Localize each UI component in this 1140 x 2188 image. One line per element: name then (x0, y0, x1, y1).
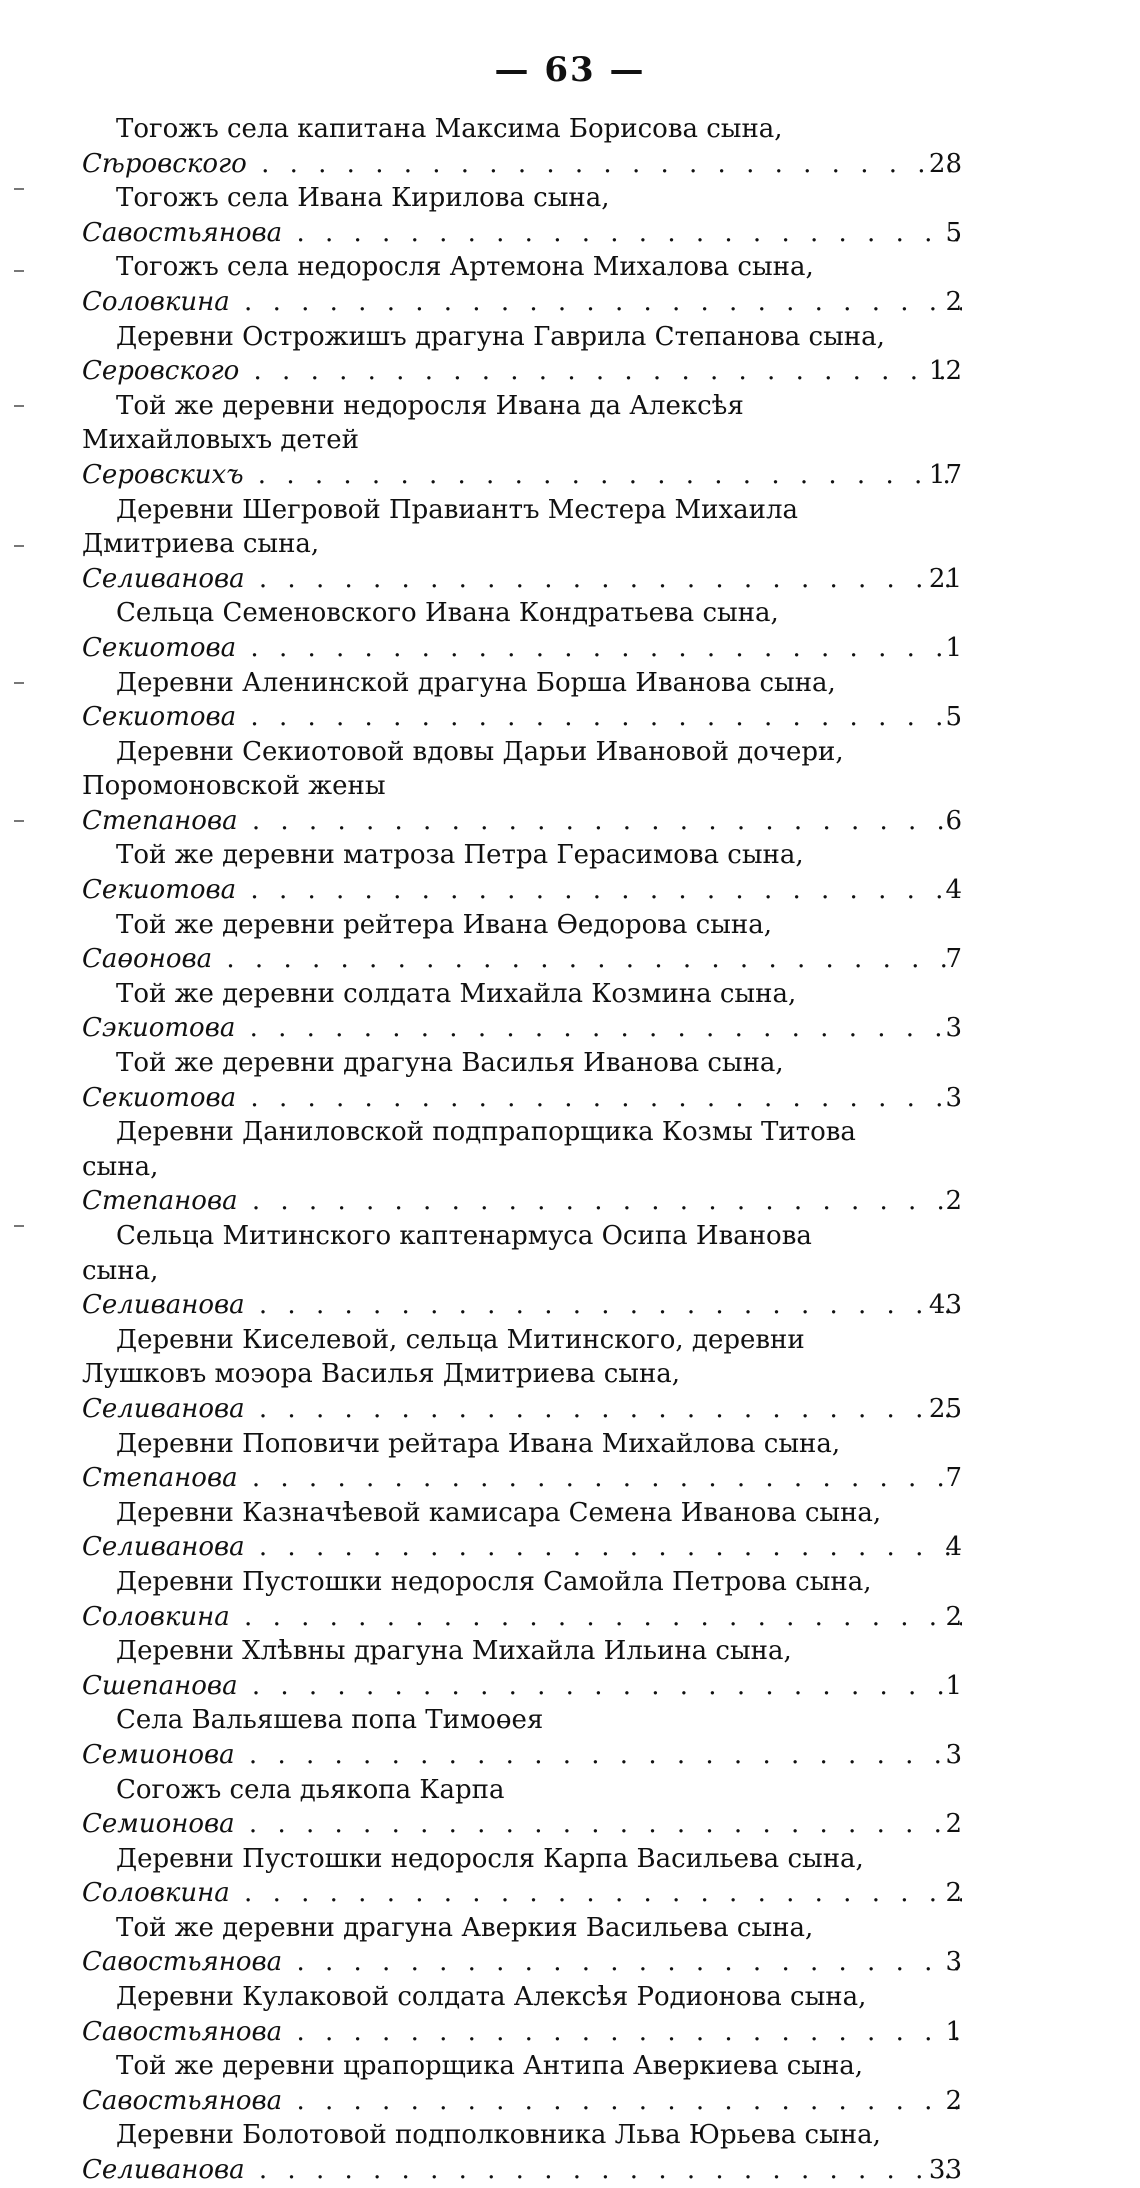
entry-count: 2 (945, 286, 962, 317)
entry-description: Деревни Киселевой, сельца Митинского, деревни Лушковъ моэора Василья Дмитриева сына, (82, 1324, 805, 1390)
entry-count: 7 (945, 944, 962, 975)
entry-description: Села Вальяшева попа Тимоөея (116, 1705, 544, 1736)
register-entry (82, 1219, 962, 1323)
entry-count: 5 (945, 702, 962, 733)
entry-count: 4 (945, 1532, 962, 1563)
entry-description: Той же деревни драгуна Аверкия Васильева сына, (116, 1912, 814, 1943)
entry-description: Той же деревни матроза Петра Герасимова сына, (116, 840, 804, 871)
entry-surname: Сшепанова . . . (82, 1671, 962, 1701)
entry-text (82, 668, 962, 733)
entry-count: 3 (945, 1947, 962, 1978)
register-entry (82, 1634, 962, 1703)
entry-description: Той же деревни драгуна Василья Иванова сына, (116, 1048, 784, 1079)
entry-count: 7 (945, 1463, 962, 1494)
entry-surname: Селиванова . . . (82, 564, 962, 594)
entry-description: Тогожъ села недоросля Артемона Михалова сына, (116, 252, 814, 283)
register-entry (82, 1046, 962, 1115)
register-entry (82, 493, 962, 597)
register-entry (82, 112, 962, 181)
entry-text (82, 840, 962, 905)
entry-count: 3 (945, 1082, 962, 1113)
entry-count: 33 (928, 2155, 962, 2186)
entry-surname: Соловкина . . . (82, 1878, 962, 1908)
entry-description: Деревни Казначѣевой камисара Семена Иванова сына, (116, 1497, 882, 1528)
entry-text (82, 1913, 962, 1978)
entry-description: Той же деревни недоросля Ивана да Алексѣя Михайловыхъ детей (82, 390, 744, 456)
register-entry (82, 1773, 962, 1842)
entry-text (82, 1221, 962, 1320)
entry-text (82, 1844, 962, 1909)
register-entry (82, 1323, 962, 1427)
entry-text (82, 1567, 962, 1632)
register-entry (82, 181, 962, 250)
entry-text (82, 252, 962, 317)
entry-text (82, 1498, 962, 1563)
entry-surname: Семионова . . . (82, 1740, 962, 1770)
entry-text (82, 1705, 962, 1770)
register-entry (82, 389, 962, 493)
entry-description: Тогожъ села капитана Максима Борисова сына, (116, 114, 783, 144)
entry-count: 17 (928, 459, 962, 490)
register-entry (82, 977, 962, 1046)
margin-tick (14, 1225, 24, 1227)
entry-text (82, 1048, 962, 1113)
entry-surname: Савостьянова . . . (82, 218, 962, 248)
margin-tick (14, 545, 24, 547)
register-entry (82, 596, 962, 665)
entry-description: Деревни Аленинской драгуна Борша Иванова сына, (116, 667, 836, 698)
entry-surname: Секиотова . . . (82, 875, 962, 905)
entry-surname: Савостьянова . . . (82, 1947, 962, 1977)
entry-surname: Степанова . . . (82, 1186, 962, 1216)
entry-count: 3 (945, 1013, 962, 1044)
entry-surname: Серовскихъ . . . (82, 460, 962, 490)
entry-description: Деревни Болотовой подполковника Льва Юрьева сына, (116, 2120, 881, 2151)
entry-description: Деревни Острожишъ драгуна Гаврила Степанова сына, (116, 321, 885, 352)
entry-count: 2 (945, 1601, 962, 1632)
register-entry (82, 2118, 962, 2187)
entry-description: Той же деревни солдата Михайла Козмина сына, (116, 978, 797, 1009)
entry-text (82, 737, 962, 836)
entry-text (82, 1636, 962, 1701)
entry-surname: Сѣровского . . . (82, 149, 962, 179)
entry-surname: Степанова . . . (82, 806, 962, 836)
entry-text (82, 1775, 962, 1840)
entry-description: Деревни Даниловской подпрапорщика Козмы Титова сына, (82, 1117, 856, 1182)
register-entry (82, 735, 962, 839)
entry-text (82, 979, 962, 1044)
entry-count: 1 (945, 2016, 962, 2047)
entry-count: 2 (945, 1186, 962, 1217)
entry-surname: Семионова . . . (82, 1809, 962, 1839)
entry-description: Той же деревни црапорщика Антипа Аверкиева сына, (116, 2051, 864, 2082)
entry-surname: Селиванова . . . (82, 1394, 962, 1424)
entry-surname: Селиванова . . . (82, 1532, 962, 1562)
entry-text (82, 1117, 962, 1216)
entry-surname: Соловкина . . . (82, 287, 962, 317)
entry-text (82, 2051, 962, 2116)
entry-surname: Секиотова . . . (82, 633, 962, 663)
margin-marks (0, 0, 40, 1763)
entry-description: Деревни Пустошки недоросля Самойла Петрова сына, (116, 1566, 872, 1597)
entry-description: Тогожъ села Ивана Кирилова сына, (116, 183, 610, 214)
register-entry (82, 838, 962, 907)
entry-text (82, 495, 962, 594)
entry-count: 28 (928, 148, 962, 179)
entry-surname: Сэкиотова . . . (82, 1013, 962, 1043)
entry-surname: Секиотова . . . (82, 702, 962, 732)
margin-tick (14, 820, 24, 822)
entry-text (82, 322, 962, 387)
register-entry (82, 1911, 962, 1980)
entry-surname: Савостьянова . . . (82, 2086, 962, 2116)
entry-text (82, 1325, 962, 1424)
entry-count: 12 (928, 356, 962, 387)
entry-text (82, 114, 962, 179)
entry-surname: Секиотова . . . (82, 1083, 962, 1113)
register-entry (82, 1565, 962, 1634)
register-entry (82, 1427, 962, 1496)
entry-description: Сельца Митинского каптенармуса Осипа Иванова сына, (82, 1221, 812, 1286)
register-entry (82, 320, 962, 389)
entry-count: 2 (945, 1878, 962, 1909)
margin-tick (14, 405, 24, 407)
entry-count: 1 (945, 632, 962, 663)
entry-description: Деревни Пустошки недоросля Карпа Васильева сына, (116, 1843, 864, 1874)
entry-text (82, 1429, 962, 1494)
entry-count: 25 (928, 1393, 962, 1424)
entry-description: Деревни Секиотовой вдовы Дарьи Ивановой дочери, Поромоновской жены (82, 736, 844, 802)
entry-text (82, 2120, 962, 2185)
entry-surname: Селиванова . . . (82, 1290, 962, 1320)
margin-tick (14, 682, 24, 684)
entry-description: Деревни Шегровой Правиантъ Местера Михаила Дмитриева сына, (82, 494, 798, 560)
entry-count: 5 (945, 217, 962, 248)
entry-description: Деревни Поповичи рейтара Ивана Михайлова сына, (116, 1428, 841, 1459)
entry-surname: Саөонова . . . (82, 944, 962, 974)
margin-tick (14, 270, 24, 272)
entry-surname: Соловкина . . . (82, 1602, 962, 1632)
entry-text (82, 391, 962, 490)
entry-count: 6 (945, 805, 962, 836)
register-entry (82, 250, 962, 319)
margin-tick (14, 188, 24, 190)
entry-count: 2 (945, 1809, 962, 1840)
entry-description: Той же деревни рейтера Ивана Өедорова сына, (116, 909, 773, 940)
register-entry (82, 1980, 962, 2049)
entry-description: Сельца Семеновского Ивана Кондратьева сына, (116, 598, 779, 629)
entry-text (82, 183, 962, 248)
entry-surname: Савостьянова . . . (82, 2017, 962, 2047)
entry-description: Деревни Кулаковой солдата Алексѣя Родионова сына, (116, 1982, 867, 2013)
entry-count: 21 (928, 563, 962, 594)
entry-surname: Степанова . . . (82, 1463, 962, 1493)
entry-count: 1 (945, 1670, 962, 1701)
register-entry (82, 1496, 962, 1565)
entry-description: Согожъ села дьякопа Карпа (116, 1774, 505, 1805)
page-number: — 63 — (494, 50, 646, 90)
register-entry (82, 1703, 962, 1772)
entry-count: 3 (945, 1739, 962, 1770)
entry-count: 2 (945, 2085, 962, 2116)
register-list (82, 112, 962, 2188)
entry-text (82, 598, 962, 663)
register-entry (82, 2049, 962, 2118)
register-entry (82, 1842, 962, 1911)
register-entry (82, 1115, 962, 1219)
entry-surname: Серовского . . . (82, 356, 962, 386)
entry-text (82, 910, 962, 975)
entry-count: 43 (928, 1290, 962, 1321)
register-entry (82, 666, 962, 735)
entry-text (82, 1982, 962, 2047)
register-entry (82, 908, 962, 977)
entry-description: Деревни Хлѣвны драгуна Михайла Ильина сына, (116, 1636, 792, 1667)
entry-surname: Селиванова . . . (82, 2155, 962, 2185)
entry-count: 4 (945, 875, 962, 906)
